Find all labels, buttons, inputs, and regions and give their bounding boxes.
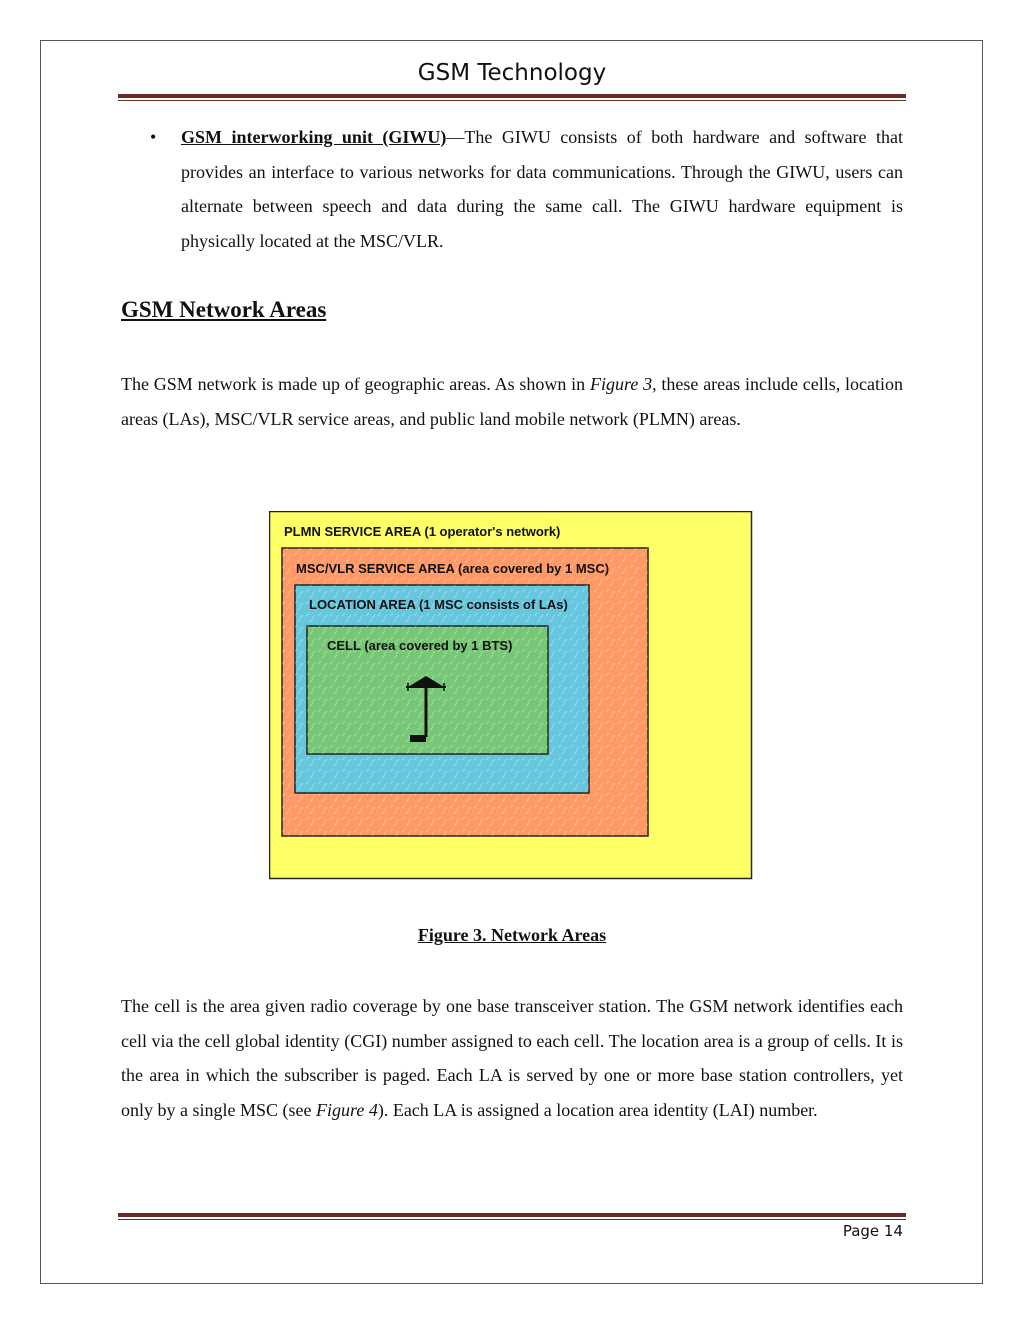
- cell-area-label: CELL (area covered by 1 BTS): [327, 638, 513, 653]
- para1-after: , these areas include cells, location areas (LAs), MSC/VLR service areas, and public land mobile network (PLMN) areas.: [121, 374, 903, 429]
- header-rule: [118, 94, 906, 101]
- para2-before: The cell is the area given radio coverage by one base transceiver station. The GSM network identifies each cell via the cell global identity (CGI) number assigned to each cell. The location area is a group of cells. It is the area in which the subscriber is paged. Each LA is served by one or more base station controllers, yet only by a single MSC (see: [121, 996, 903, 1121]
- figure-caption: Figure 3. Network Areas: [417, 925, 607, 945]
- giwu-bullet-text: [181, 120, 903, 259]
- giwu-term: GSM interworking unit (GIWU): [181, 127, 447, 147]
- para1-before: The GSM network is made up of geographic areas. As shown in: [121, 374, 590, 394]
- section-heading: GSM Network Areas: [121, 297, 327, 322]
- giwu-description: —The GIWU consists of both hardware and software that provides an interface to various networks for data communications. Through the GIWU, users can alternate between speech and data during the same call. The GIWU hardware equipment is physically located at the MSC/VLR.: [181, 127, 903, 252]
- cell-description-paragraph: [121, 989, 903, 1128]
- bullet-dot: •: [150, 127, 157, 147]
- figure4-reference: Figure 4: [316, 1100, 378, 1121]
- network-areas-paragraph: [121, 367, 903, 436]
- network-areas-diagram: [269, 511, 753, 880]
- figure3-reference: Figure 3: [589, 374, 653, 394]
- location-area-label: LOCATION AREA (1 MSC consists of LAs): [309, 597, 568, 612]
- page-number: Page 14: [842, 1222, 903, 1240]
- footer-rule: [118, 1213, 906, 1220]
- plmn-area-label: PLMN SERVICE AREA (1 operator's network): [284, 524, 561, 539]
- header-title: GSM Technology: [417, 60, 607, 86]
- msc-vlr-area-label: MSC/VLR SERVICE AREA (area covered by 1 MSC): [296, 561, 610, 576]
- para2-after: ). Each LA is assigned a location area identity (LAI) number.: [377, 1100, 818, 1121]
